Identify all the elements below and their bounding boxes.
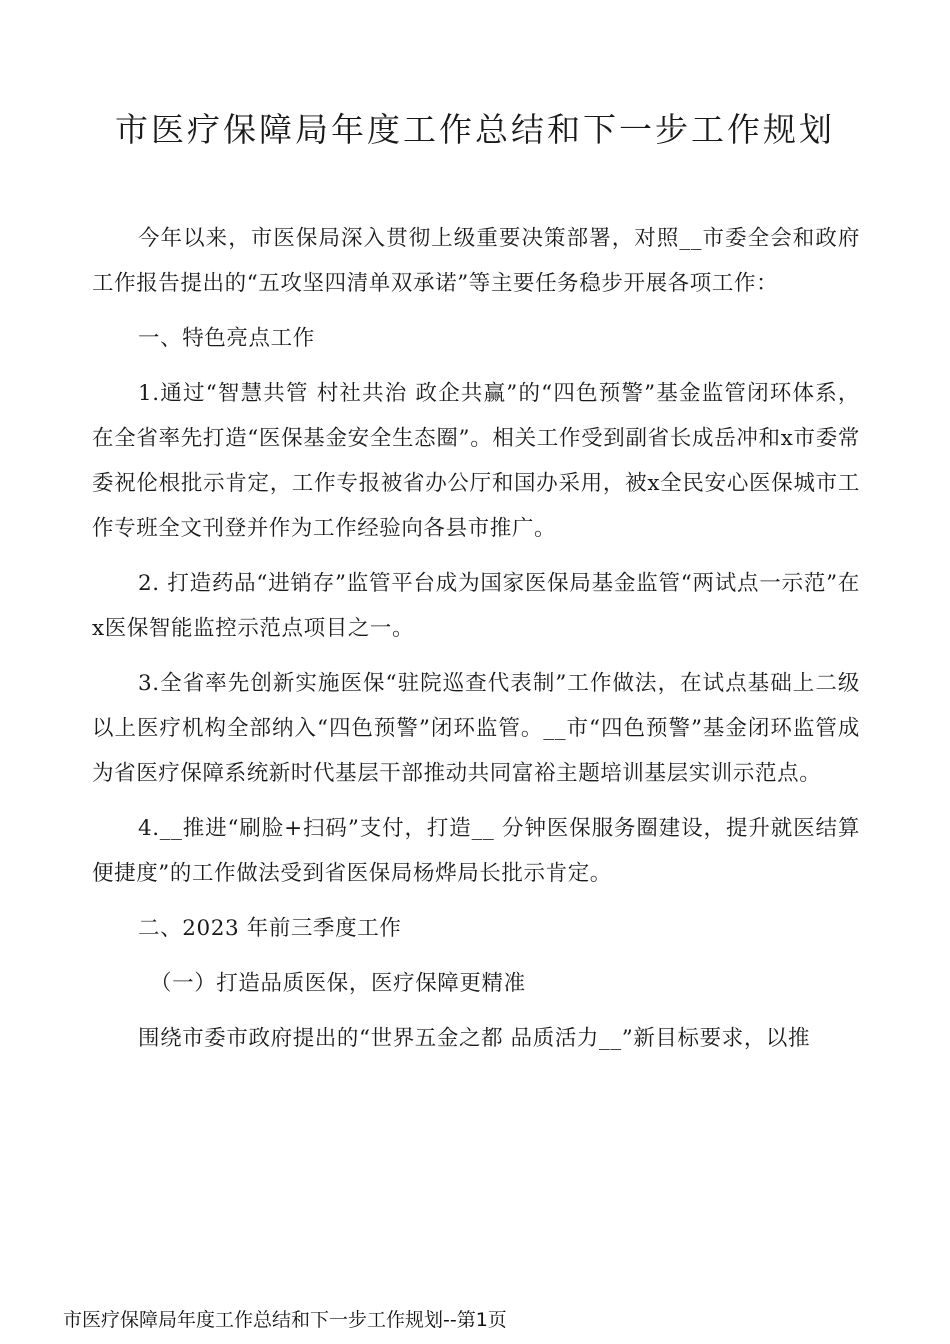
paragraph-item-3: 3.全省率先创新实施医保“驻院巡查代表制”工作做法，在试点基础上二级以上医疗机构全部纳入“四色预警”闭环监管。__市“四色预警”基金闭环监管成为省医疗保障系统新时代基层干部推动共同富裕主题培训基层实训示范点。 xyxy=(92,671,860,786)
section-heading-highlights: 一、特色亮点工作 xyxy=(138,326,315,351)
document-title: 市医疗保障局年度工作总结和下一步工作规划 xyxy=(115,110,835,149)
paragraph-item-1: 1.通过“智慧共管 村社共治 政企共赢”的“四色预警”基金监管闭环体系，在全省率先打造“医保基金安全生态圈”。相关工作受到副省长成岳冲和x市委常委祝伦根批示肯定，工作专报被省办公厅和国办采用，被x全民安心医保城市工作专班全文刊登并作为工作经验向各县市推广。 xyxy=(92,381,860,541)
paragraph-item-4: 4.__推进“刷脸+扫码”支付，打造__ 分钟医保服务圈建设，提升就医结算便捷度”的工作做法受到省医保局杨烨局长批示肯定。 xyxy=(92,816,860,886)
page-footer: 市医疗保障局年度工作总结和下一步工作规划--第1页 xyxy=(63,1309,507,1331)
paragraph-intro: 今年以来，市医保局深入贯彻上级重要决策部署，对照__市委全会和政府工作报告提出的“五攻坚四清单双承诺”等主要任务稳步开展各项工作： xyxy=(92,226,860,296)
paragraph-item-2: 2. 打造药品“进销存”监管平台成为国家医保局基金监管“两试点一示范”在x医保智能监控示范点项目之一。 xyxy=(92,571,860,641)
subsection-heading-1: （一）打造品质医保，医疗保障更精准 xyxy=(150,971,526,996)
paragraph-subsection-1: 围绕市委市政府提出的“世界五金之都 品质活力__”新目标要求，以推 xyxy=(138,1026,811,1051)
document-body xyxy=(92,216,860,1071)
section-heading-2023: 二、2023 年前三季度工作 xyxy=(138,916,402,941)
